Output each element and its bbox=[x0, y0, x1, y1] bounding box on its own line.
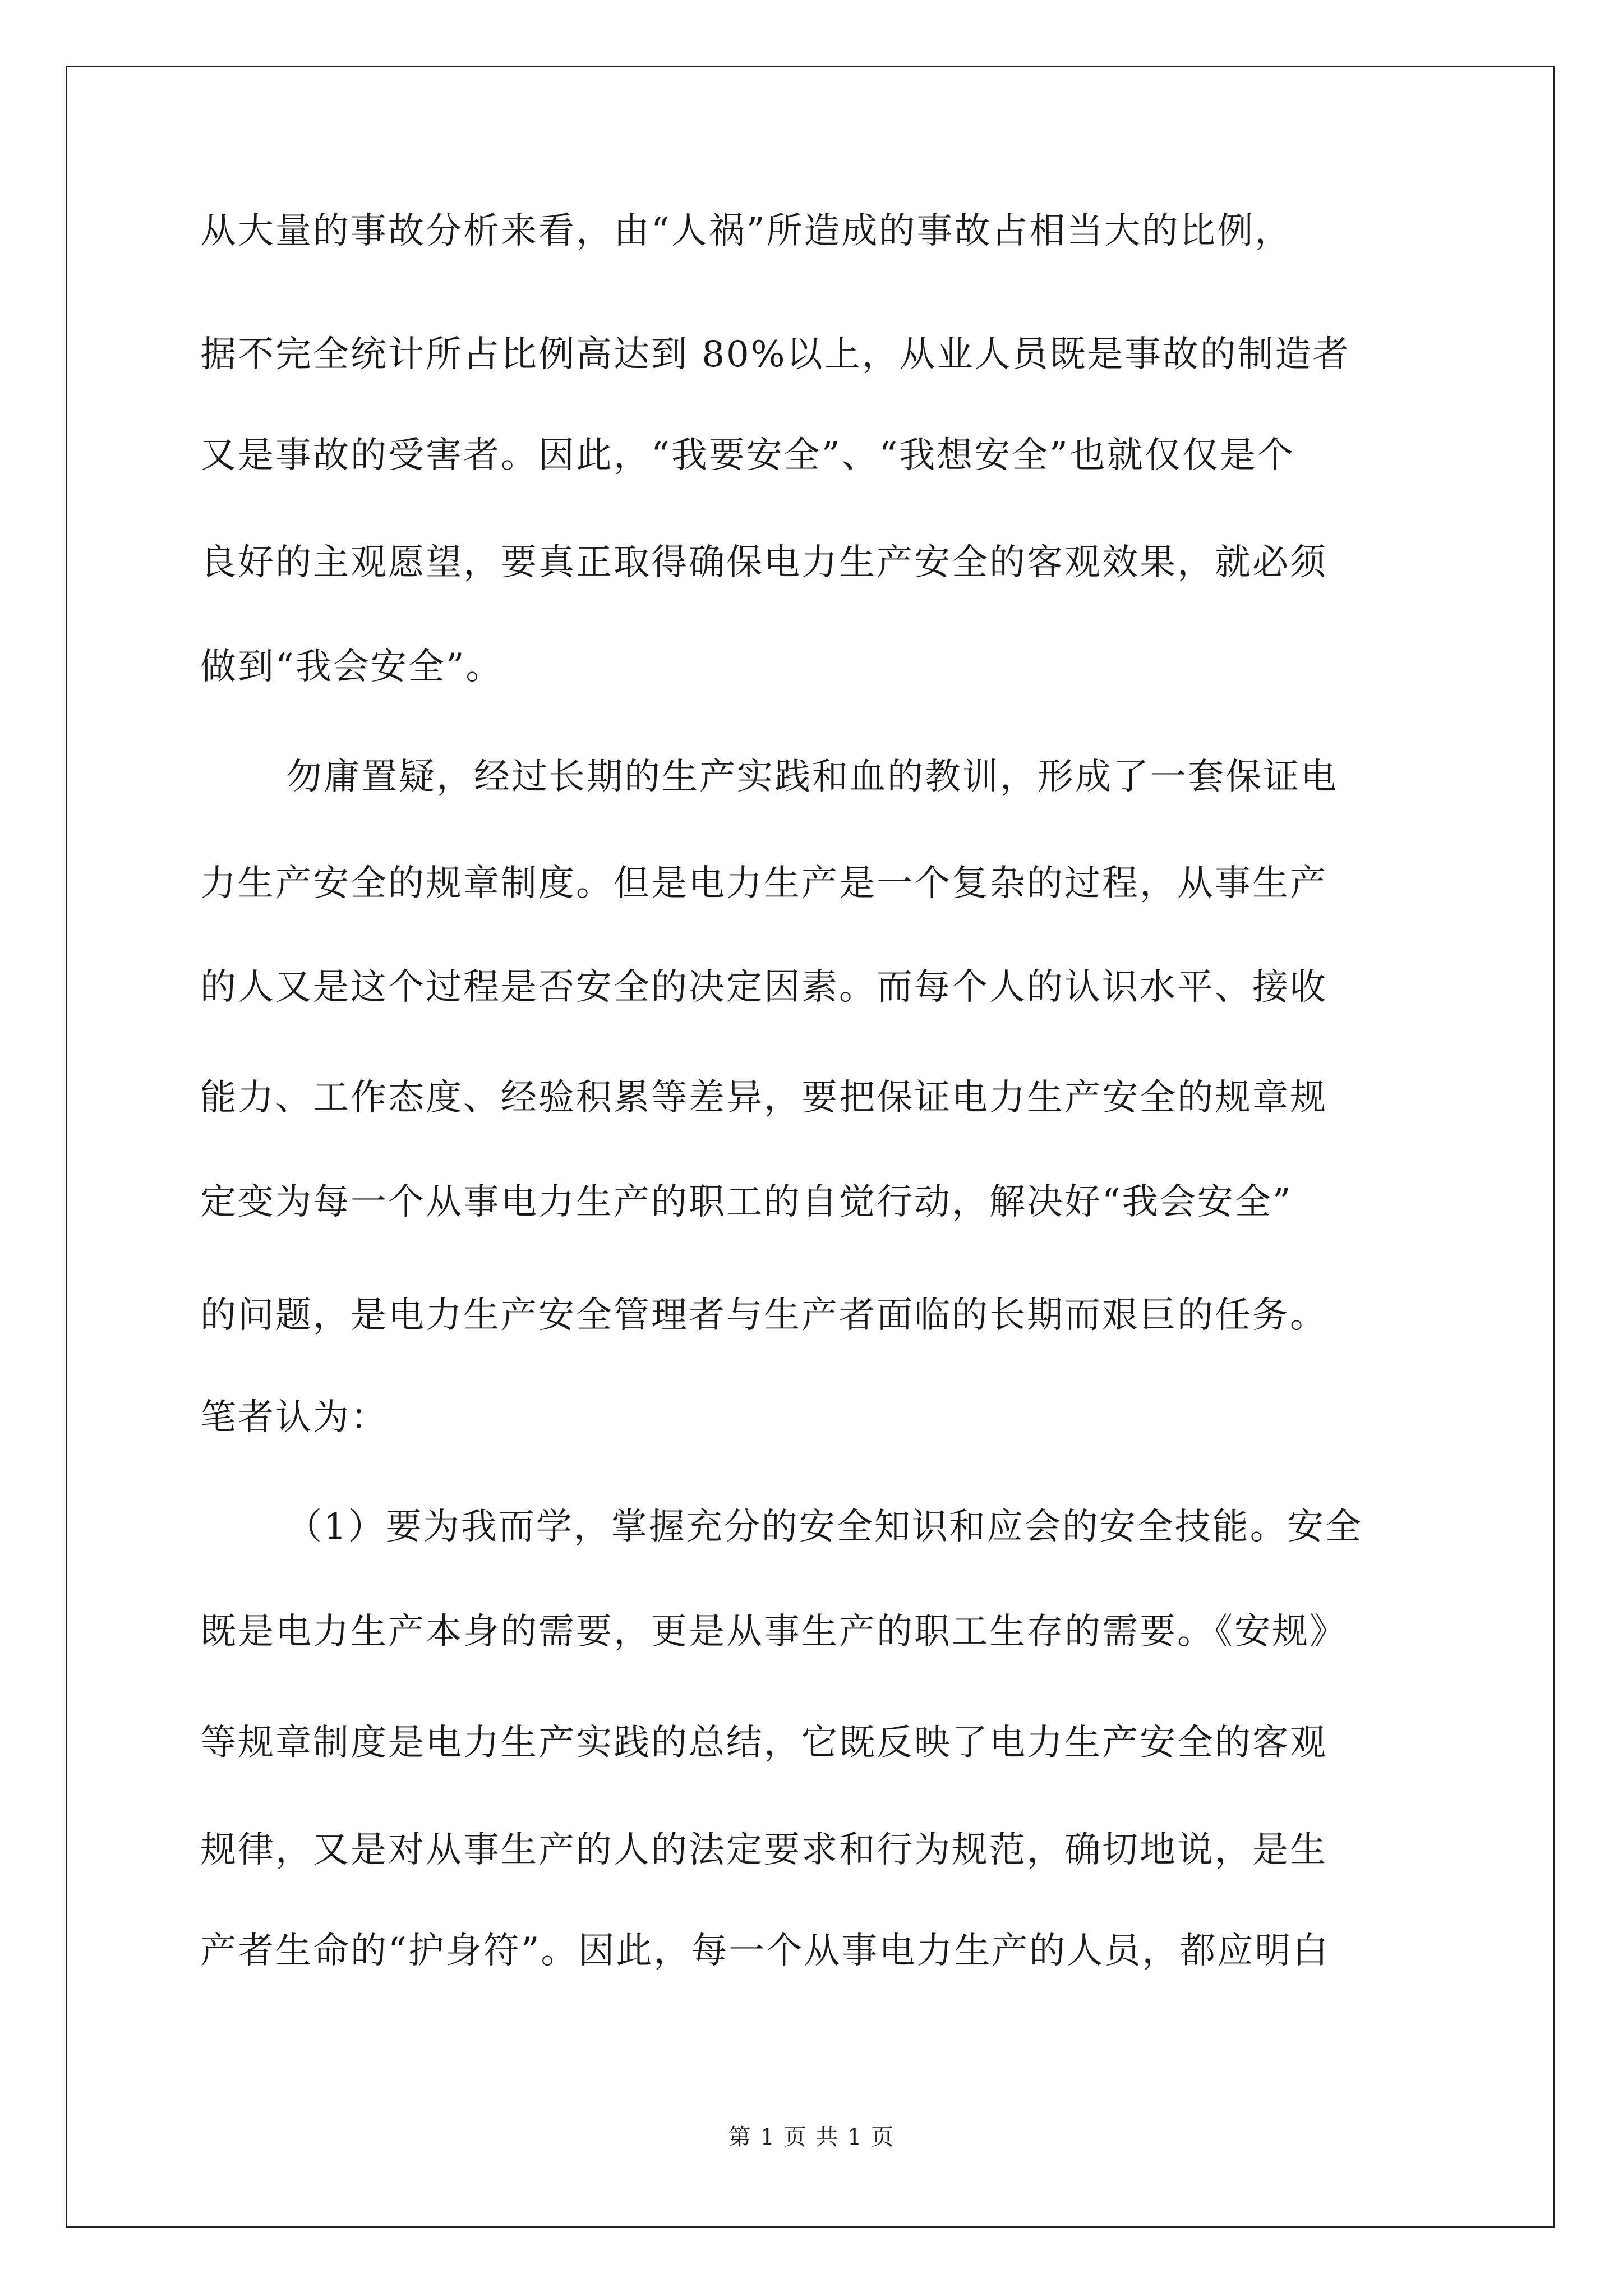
paragraph-line: 又是事故的受害者。因此，“我要安全”、“我想安全”也就仅仅是个 bbox=[200, 435, 1295, 476]
page-border bbox=[66, 66, 1555, 2228]
paragraph-line: 据不完全统计所占比例高达到 80%以上，从业人员既是事故的制造者 bbox=[200, 334, 1350, 375]
paragraph-line: 笔者认为： bbox=[200, 1397, 388, 1438]
paragraph-line: 规律，又是对从事生产的人的法定要求和行为规范，确切地说，是生 bbox=[200, 1829, 1327, 1871]
paragraph-line: （1）要为我而学，掌握充分的安全知识和应会的安全技能。安全 bbox=[286, 1506, 1363, 1548]
paragraph-line: 等规章制度是电力生产实践的总结，它既反映了电力生产安全的客观 bbox=[200, 1722, 1327, 1764]
paragraph-line: 的问题，是电力生产安全管理者与生产者面临的长期而艰巨的任务。 bbox=[200, 1295, 1327, 1336]
paragraph-line: 从大量的事故分析来看，由“人祸”所造成的事故占相当大的比例， bbox=[200, 210, 1293, 252]
paragraph-line: 力生产安全的规章制度。但是电力生产是一个复杂的过程，从事生产 bbox=[200, 863, 1327, 904]
paragraph-line: 勿庸置疑，经过长期的生产实践和血的教训，形成了一套保证电 bbox=[286, 756, 1338, 798]
paragraph-line: 定变为每一个从事电力生产的职工的自觉行动，解决好“我会安全” bbox=[200, 1181, 1293, 1223]
paragraph-line: 产者生命的“护身符”。因此，每一个从事电力生产的人员，都应明白 bbox=[200, 1930, 1330, 1972]
paragraph-line: 良好的主观愿望，要真正取得确保电力生产安全的客观效果，就必须 bbox=[200, 542, 1327, 583]
paragraph-line: 既是电力生产本身的需要，更是从事生产的职工生存的需要。《安规》 bbox=[200, 1611, 1347, 1653]
page-number: 第 1 页 共 1 页 bbox=[728, 2124, 895, 2150]
paragraph-line: 的人又是这个过程是否安全的决定因素。而每个人的认识水平、接收 bbox=[200, 967, 1327, 1008]
paragraph-line: 做到“我会安全”。 bbox=[200, 646, 504, 688]
paragraph-line: 能力、工作态度、经验积累等差异，要把保证电力生产安全的规章规 bbox=[200, 1077, 1327, 1119]
